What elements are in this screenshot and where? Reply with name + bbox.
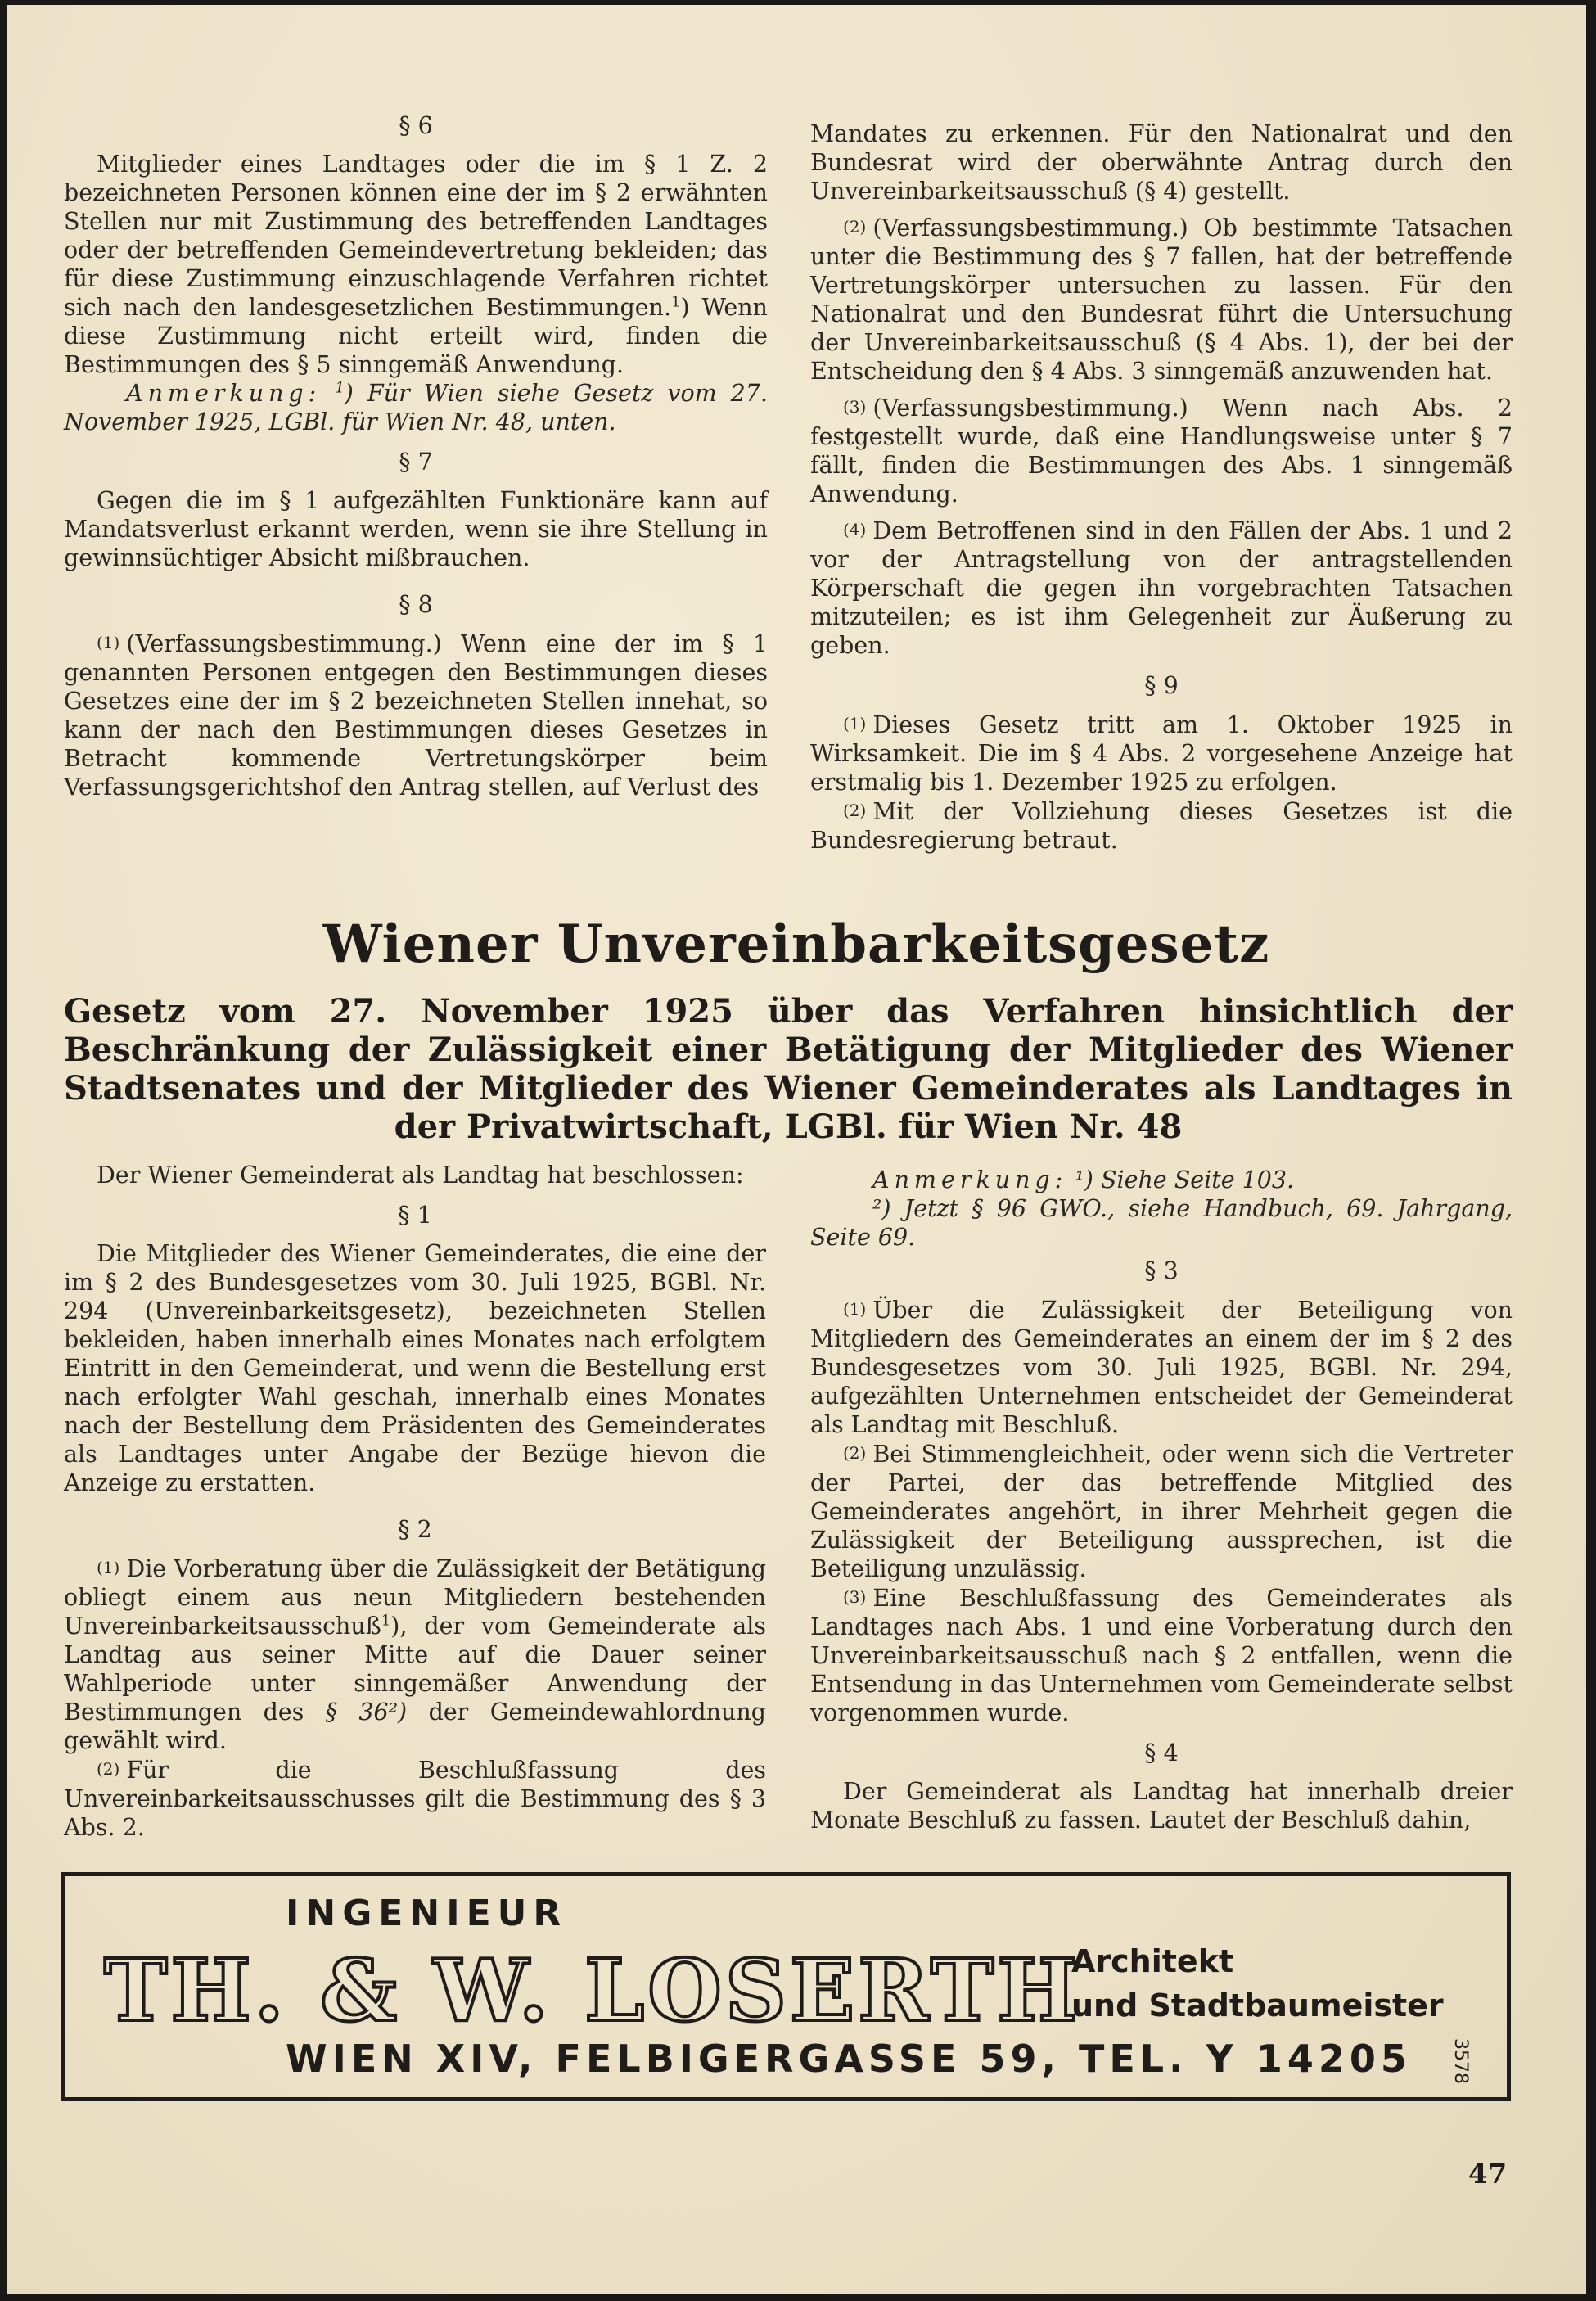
section-3-para-3: (3) Eine Beschlußfassung des Gemeinderates als Landtages nach Abs. 1 und eine Vorberatung durch den Unvereinbarkeitsausschuß nach § 2 entfallen, wenn die Entsendung in das Unternehmen vom Gemeinderate selbst vorgenommen wurde. bbox=[810, 1585, 1513, 1726]
section-9-para-2: (2) Mit der Vollziehung dieses Gesetzes ist die Bundesregierung betraut. bbox=[810, 798, 1513, 854]
section-8-text: (1) (Verfassungsbestimmung.) Wenn eine der im § 1 genannten Personen entgegen den Bestimmungen dieses Gesetzes eine der im § 2 bezeichneten Stellen innehat, so kann der nach den Bestimmungen dieses Gesetzes in Betracht kommende Vertretungskörper beim Verfassungsgerichtshof den Antrag stellen, auf Verlust des bbox=[64, 630, 768, 801]
footnote-1: Anmerkung: ¹) Siehe Seite 103. bbox=[872, 1166, 1295, 1193]
page bbox=[7, 5, 1586, 2294]
section-2-heading: § 2 bbox=[398, 1516, 432, 1543]
page-number: 47 bbox=[1468, 2158, 1508, 2190]
section-6-heading: § 6 bbox=[399, 112, 433, 139]
section-9-para-1: (1) Dieses Gesetz tritt am 1. Oktober 1925 in Wirksamkeit. Die im § 4 Abs. 2 vorgesehene Anzeige hat erstmalig bis 1. Dezember 1925 zu erfolgen. bbox=[810, 711, 1513, 796]
section-7-text: Gegen die im § 1 aufgezählten Funktionäre kann auf Mandatsverlust erkannt werden, wenn sie ihre Stellung in gewinnsüchtiger Absicht mißbrauchen. bbox=[64, 487, 768, 571]
section-8-continuation: Mandates zu erkennen. Für den Nationalrat und den Bundesrat wird der oberwähnte Antrag durch den Unvereinbarkeitsausschuß (§ 4) gestellt. bbox=[810, 120, 1513, 205]
section-9-heading: § 9 bbox=[1144, 672, 1179, 699]
section-3-heading: § 3 bbox=[1144, 1257, 1179, 1284]
ad-code: 3578 bbox=[1450, 2038, 1471, 2084]
top-left-column bbox=[64, 111, 768, 801]
bottom-right-column bbox=[810, 1166, 1513, 1834]
section-8-para-2: (2) (Verfassungsbestimmung.) Ob bestimmte Tatsachen unter die Bestimmung des § 7 fallen, hat der betreffende Vertretungskörper untersuchen zu lassen. Für den Nationalrat und den Bundesrat führt die Untersuchung der Unvereinbarkeitsausschuß (§ 4 Abs. 1), der bei der Entscheidung den § 4 Abs. 3 sinngemäß anzuwenden hat. bbox=[810, 214, 1513, 385]
footnote-2: ²) Jetzt § 96 GWO., siehe Handbuch, 69. Jahrgang, Seite 69. bbox=[810, 1195, 1513, 1251]
ad-address: WIEN XIV, FELBIGERGASSE 59, TEL. Y 14205 bbox=[286, 2037, 1412, 2081]
section-3-para-1: (1) Über die Zulässigkeit der Beteiligung von Mitgliedern des Gemeinderates an einem der im § 2 des Bundesgesetzes vom 30. Juli 1925, BGBl. Nr. 294, aufgezählten Unternehmen entscheidet der Gemeinderat als Landtag mit Beschluß. bbox=[810, 1297, 1513, 1438]
section-3-para-2: (2) Bei Stimmengleichheit, oder wenn sich die Vertreter der Partei, der das betreffende Mitglied des Gemeinderates angehört, in ihrer Mehrheit gegen die Zulässigkeit der Beteiligung aussprechen, ist die Beteiligung unzulässig. bbox=[810, 1441, 1513, 1582]
section-2-para-1: (1) Die Vorberatung über die Zulässigkeit der Betätigung obliegt einem aus neun Mitgliedern bestehenden Unvereinbarkeitsausschuß$^1$), der vom Gemeinderate als Landtag aus seiner Mitte auf die Dauer seiner Wahlperiode unter sinngemäßer Anwendung der Bestimmungen des § 36²) der Gemeindewahlordnung gewählt wird. bbox=[64, 1555, 766, 1754]
top-right-column bbox=[810, 120, 1513, 855]
ad-company-name: TH. & W. LOSERTH bbox=[104, 1940, 1081, 2041]
advertisement-box bbox=[61, 1872, 1511, 2101]
enactment-clause: Der Wiener Gemeinderat als Landtag hat beschlossen: bbox=[97, 1162, 744, 1189]
section-4-heading: § 4 bbox=[1144, 1739, 1179, 1766]
section-8-para-3: (3) (Verfassungsbestimmung.) Wenn nach Abs. 2 festgestellt wurde, daß eine Handlungsweise unter § 7 fällt, finden die Bestimmungen des Abs. 1 sinngemäß Anwendung. bbox=[810, 395, 1513, 508]
law-title: Wiener Unvereinbarkeitsgesetz bbox=[322, 914, 1270, 975]
section-8-heading: § 8 bbox=[399, 591, 433, 618]
bottom-left-column bbox=[64, 1161, 766, 1842]
section-8-para-4: (4) Dem Betroffenen sind in den Fällen der Abs. 1 und 2 vor der Antragstellung von der antragstellenden Körperschaft die gegen ihn vorgebrachten Tatsachen mitzuteilen; es ist ihm Gelegenheit zur Äußerung zu geben. bbox=[810, 517, 1513, 659]
section-7-heading: § 7 bbox=[399, 449, 433, 476]
ad-title-2: und Stadtbaumeister bbox=[1071, 1987, 1444, 2024]
section-1-text: Die Mitglieder des Wiener Gemeinderates, die eine der im § 2 des Bundesgesetzes vom 30. Juli 1925, BGBl. Nr. 294 (Unvereinbarkeitsgesetz), bezeichneten Stellen bekleiden, haben innerhalb eines Monates nach erfolgtem Eintritt in den Gemeinderat, und wenn die Bestellung erst nach erfolgter Wahl geschah, innerhalb eines Monates nach der Bestellung dem Präsidenten des Gemeinderates als Landtages unter Angabe der Bezüge hievon die Anzeige zu erstatten. bbox=[64, 1240, 766, 1496]
section-1-heading: § 1 bbox=[398, 1202, 432, 1229]
section-2-para-2: (2) Für die Beschlußfassung des Unvereinbarkeitsausschusses gilt die Bestimmung des § 3 Abs. 2. bbox=[64, 1757, 766, 1841]
ad-title-1: Architekt bbox=[1071, 1943, 1234, 1979]
section-4-text: Der Gemeinderat als Landtag hat innerhalb dreier Monate Beschluß zu fassen. Lautet der Beschluß dahin, bbox=[810, 1778, 1513, 1834]
section-6-note: Anmerkung: $^1$) Für Wien siehe Gesetz vom 27. November 1925, LGBl. für Wien Nr. 48, unten. bbox=[64, 379, 769, 435]
law-subtitle: Gesetz vom 27. November 1925 über das Verfahren hinsichtlich der Beschränkung der Zulässigkeit einer Betätigung der Mitglieder des Wiener Stadtsenates und der Mitglieder des Wiener Gemeinderates als Landtages in der Privatwirtschaft, LGBl. für Wien Nr. 48 bbox=[64, 992, 1513, 1146]
section-6-text: Mitglieder eines Landtages oder die im § 1 Z. 2 bezeichneten Personen können eine der im § 2 erwähnten Stellen nur mit Zustimmung des betreffenden Landtages oder der betreffenden Gemeindevertretung bekleiden; das für diese Zustimmung einzuschlagende Verfahren richtet sich nach den landesgesetzlichen Bestimmungen.$^1$) Wenn diese Zustimmung nicht erteilt wird, finden die Bestimmungen des § 5 sinngemäß Anwendung. bbox=[64, 151, 768, 378]
ad-heading: INGENIEUR bbox=[286, 1893, 568, 1934]
